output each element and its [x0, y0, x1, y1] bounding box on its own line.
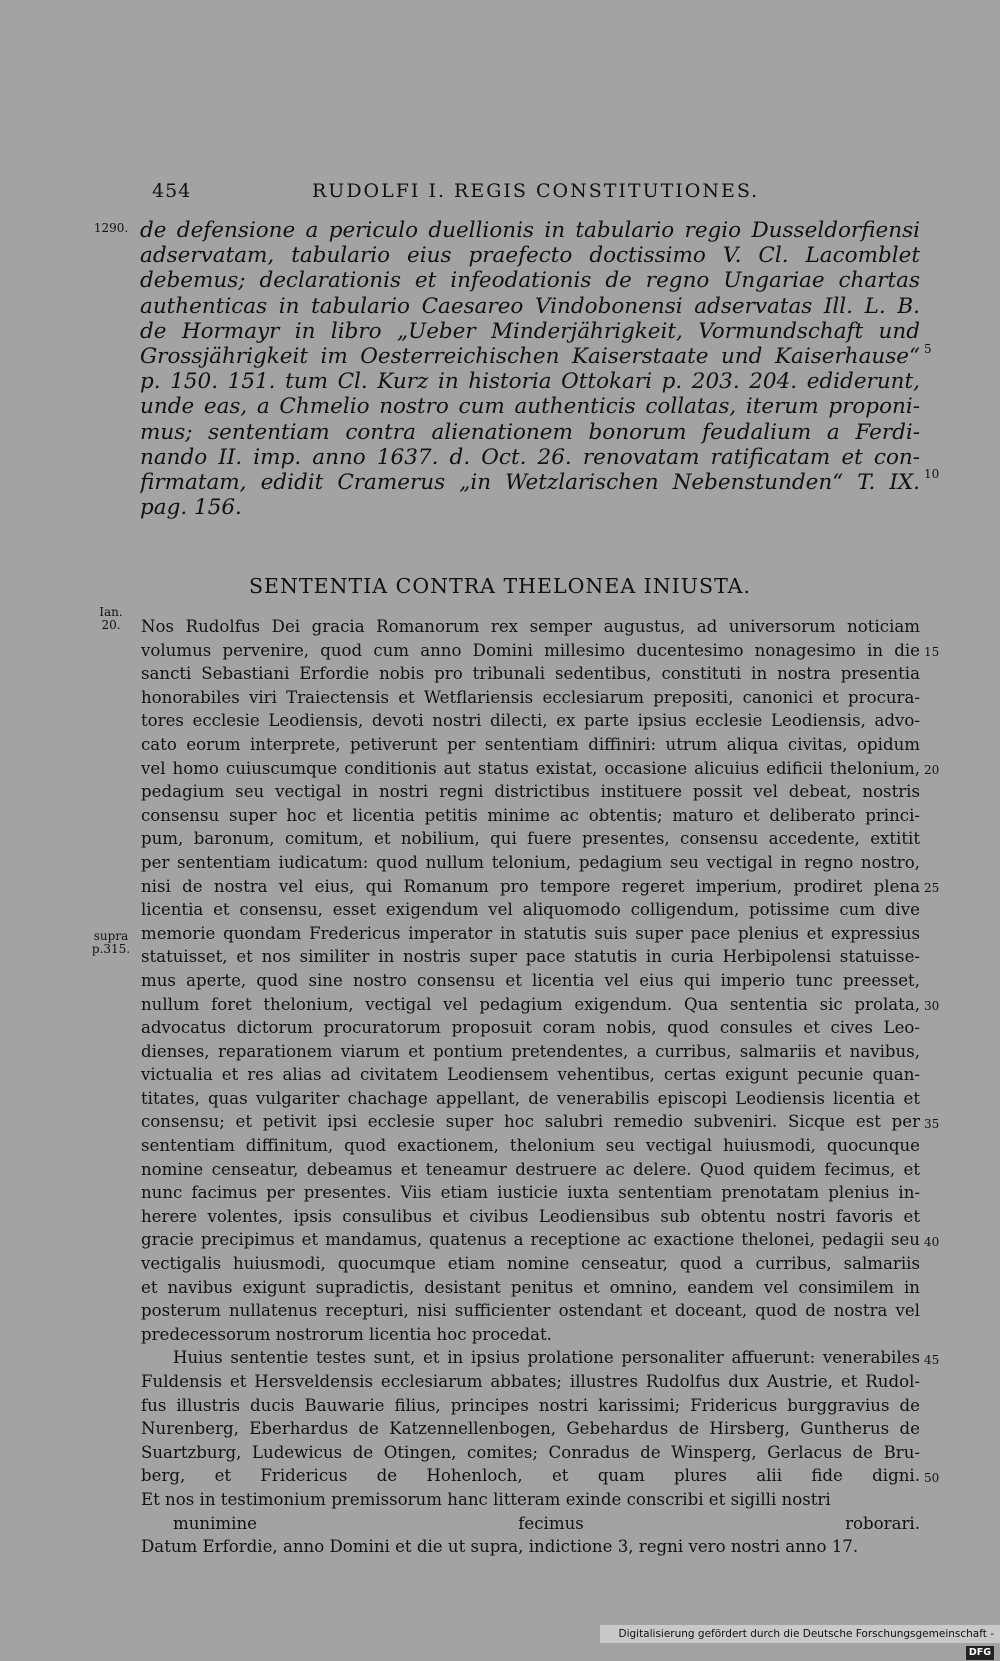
text-line: nisi de nostra vel eius, qui Romanum pro tempore regeret imperium, prodiret plena: [141, 876, 920, 896]
text-line: nunc facimus per presentes. Viis etiam iusticie iuxta sententiam prenotatam plenius in-: [141, 1183, 920, 1203]
text-line: victualia et res alias ad civitatem Leodiensem vehentibus, certas exigunt pecunie quan-: [141, 1065, 920, 1085]
line-number-45: 45: [924, 1353, 940, 1367]
section-title: SENTENTIA CONTRA THELONEA INIUSTA.: [249, 574, 751, 598]
text-line: licentia et consensu, esset exigendum vel aliquomodo colligendum, potissime cum dive: [141, 900, 920, 920]
text-line: memorie quondam Fredericus imperator in statutis suis super pace plenius et expressius: [141, 923, 920, 943]
text-line: posterum nullatenus recepturi, nisi sufficienter ostendant et doceant, quod de nostra vel: [141, 1301, 920, 1321]
line-number-20: 20: [924, 763, 940, 777]
intro-note: [140, 218, 920, 520]
line-number-50: 50: [924, 1471, 940, 1485]
line-number-35: 35: [924, 1117, 940, 1131]
intro-line: authenticas in tabulario Caesareo Vindobonensi adservatas Ill. L. B.: [140, 293, 920, 319]
text-line: consensu super hoc et licentia petitis minime ac obtentis; maturo et deliberato princi-: [141, 805, 920, 825]
text-line: gracie precipimus et mandamus, quatenus a receptione ac exactione thelonei, pedagii seu: [141, 1230, 920, 1250]
supra-line1: supra: [93, 929, 129, 943]
text-line: fus illustris ducis Bauwarie filius, principes nostri karissimi; Fridericus burggravius de: [141, 1395, 920, 1415]
intro-line: mus; sententiam contra alienationem bonorum feudalium a Ferdi-: [140, 419, 920, 445]
text-line: Nurenberg, Eberhardus de Katzennellenbogen, Gebehardus de Hirsberg, Guntherus de: [141, 1419, 920, 1439]
text-line: herere volentes, ipsis consulibus et civibus Leodiensibus sub obtentu nostri favoris et: [141, 1206, 920, 1226]
text-line: tores ecclesie Leodiensis, devoti nostri dilecti, ex parte ipsius ecclesie Leodiensis, advo-: [141, 711, 920, 731]
line-number-30: 30: [924, 999, 940, 1013]
line-number-15: 15: [924, 645, 940, 659]
text-line: honorabiles viri Traiectensis et Wetflariensis ecclesiarum prepositi, canonici et procura-: [141, 687, 920, 707]
text-line: Et nos in testimonium premissorum hanc litteram exinde conscribi et sigilli nostri: [141, 1489, 831, 1509]
text-line: nullum foret thelonium, vectigal vel pedagium exigendum. Qua sententia sic prolata,: [141, 994, 920, 1014]
text-line: predecessorum nostrorum licentia hoc procedat.: [141, 1324, 552, 1344]
text-line: consensu; et petivit ipsi ecclesie super hoc salubri remedio subveniri. Sicque est per: [141, 1112, 920, 1132]
dfg-logo: DFG: [966, 1646, 994, 1660]
intro-line: firmatam, edidit Cramerus „in Wetzlarischen Nebenstunden“ T. IX.: [140, 469, 920, 495]
intro-line: unde eas, a Chmelio nostro cum authenticis collatas, iterum proponi-: [140, 394, 920, 420]
line-number-5: 5: [924, 342, 932, 356]
text-line: Fuldensis et Hersveldensis ecclesiarum abbates; illustres Rudolfus dux Austrie, et Rudol-: [141, 1372, 920, 1391]
intro-line: debemus; declarationis et infeodationis de regno Ungariae chartas: [140, 268, 920, 294]
date-month: Ian.: [99, 605, 123, 619]
text-line: pedagium seu vectigal in nostri regni districtibus instituere possit vel debeat, nostris: [141, 782, 920, 802]
text-line: pum, baronum, comitum, et nobilium, qui fuere presentes, consensu accedente, extitit: [141, 829, 920, 849]
date-margin: [90, 606, 132, 632]
page-number: 454: [152, 180, 192, 202]
intro-line: de Hormayr in libro „Ueber Minderjährigkeit, Vormundschaft und: [140, 318, 920, 344]
text-line: titates, quas vulgariter chachage appellant, de venerabilis episcopi Leodiensis licentia et: [141, 1088, 920, 1108]
intro-line: nando II. imp. anno 1637. d. Oct. 26. renovatam ratificatam et con-: [140, 444, 920, 470]
intro-line: Grossjährigkeit im Oesterreichischen Kaiserstaate und Kaiserhause“: [140, 343, 920, 369]
text-line: berg, et Fridericus de Hohenloch, et quam plures alii fide digni.: [141, 1466, 920, 1486]
text-line: sancti Sebastiani Erfordie nobis pro tribunali sedentibus, constituti in nostra presentia: [141, 664, 920, 684]
supra-margin: [90, 930, 132, 956]
running-header: [152, 180, 920, 208]
text-line: volumus pervenire, quod cum anno Domini millesimo ducentesimo nonagesimo in die: [141, 640, 920, 660]
text-line: nomine censeatur, debeamus et teneamur destruere ac delere. Quod quidem fecimus, et: [141, 1159, 920, 1179]
intro-line: de defensione a periculo duellionis in tabulario regio Dusseldorfiensi: [140, 218, 920, 243]
intro-line: adservatam, tabulario eius praefecto doctissimo V. Cl. Lacomblet: [140, 243, 920, 269]
text-line: et navibus exigunt supradictis, desistant penitus et omnino, eandem vel consimilem in: [141, 1277, 920, 1297]
digitization-footer: [600, 1625, 1000, 1658]
text-line: mus aperte, quod sine nostro consensu et licentia vel eius qui imperio tunc preesset,: [141, 970, 920, 990]
supra-line2: p.315.: [91, 942, 131, 956]
text-line: vel homo cuiuscumque conditionis aut status existat, occasione alicuius edificii thelonium,: [141, 758, 920, 778]
text-line: per sententiam iudicatum: quod nullum telonium, pedagium seu vectigal in regno nostro,: [141, 852, 920, 872]
running-title: RUDOLFI I. REGIS CONSTITUTIONES.: [312, 180, 760, 202]
text-line: statuisset, et nos similiter in nostris super pace statutis in curia Herbipolensi statuisse-: [141, 947, 920, 967]
text-line: munimine fecimus roborari.: [173, 1513, 920, 1533]
line-number-40: 40: [924, 1235, 940, 1249]
sententia-text: [141, 615, 920, 1559]
text-line: cato eorum interprete, petiverunt per sententiam diffiniri: utrum aliqua civitas, opidum: [141, 734, 920, 754]
line-number-25: 25: [924, 881, 940, 895]
intro-line: p. 150. 151. tum Cl. Kurz in historia Ottokari p. 203. 204. ediderunt,: [140, 369, 920, 395]
text-line: Huius sententie testes sunt, et in ipsius prolatione personaliter affuerunt: venerabiles: [173, 1348, 920, 1368]
line-number-10: 10: [924, 467, 940, 481]
text-line: vectigalis huiusmodi, quocumque etiam nomine censeatur, quod a curribus, salmariis: [141, 1254, 920, 1274]
date-day: 20.: [101, 618, 121, 632]
footer-text: Digitalisierung gefördert durch die Deutsche Forschungsgemeinschaft -: [618, 1628, 994, 1640]
text-line: Datum Erfordie, anno Domini et die ut supra, indictione 3, regni vero nostri anno 17.: [141, 1537, 859, 1557]
text-line: dienses, reparationem viarum et pontium pretendentes, a curribus, salmariis et navibus,: [141, 1041, 920, 1061]
text-line: Nos Rudolfus Dei gracia Romanorum rex semper augustus, ad universorum noticiam: [141, 617, 920, 636]
intro-line: pag. 156.: [140, 495, 242, 521]
margin-year: 1290.: [93, 221, 129, 235]
text-line: advocatus dictorum procuratorum proposuit coram nobis, quod consules et cives Leo-: [141, 1018, 920, 1038]
text-line: sententiam diffinitum, quod exactionem, thelonium seu vectigal huiusmodi, quocunque: [141, 1136, 920, 1156]
text-line: Suartzburg, Ludewicus de Otingen, comites; Conradus de Winsperg, Gerlacus de Bru-: [141, 1442, 920, 1462]
